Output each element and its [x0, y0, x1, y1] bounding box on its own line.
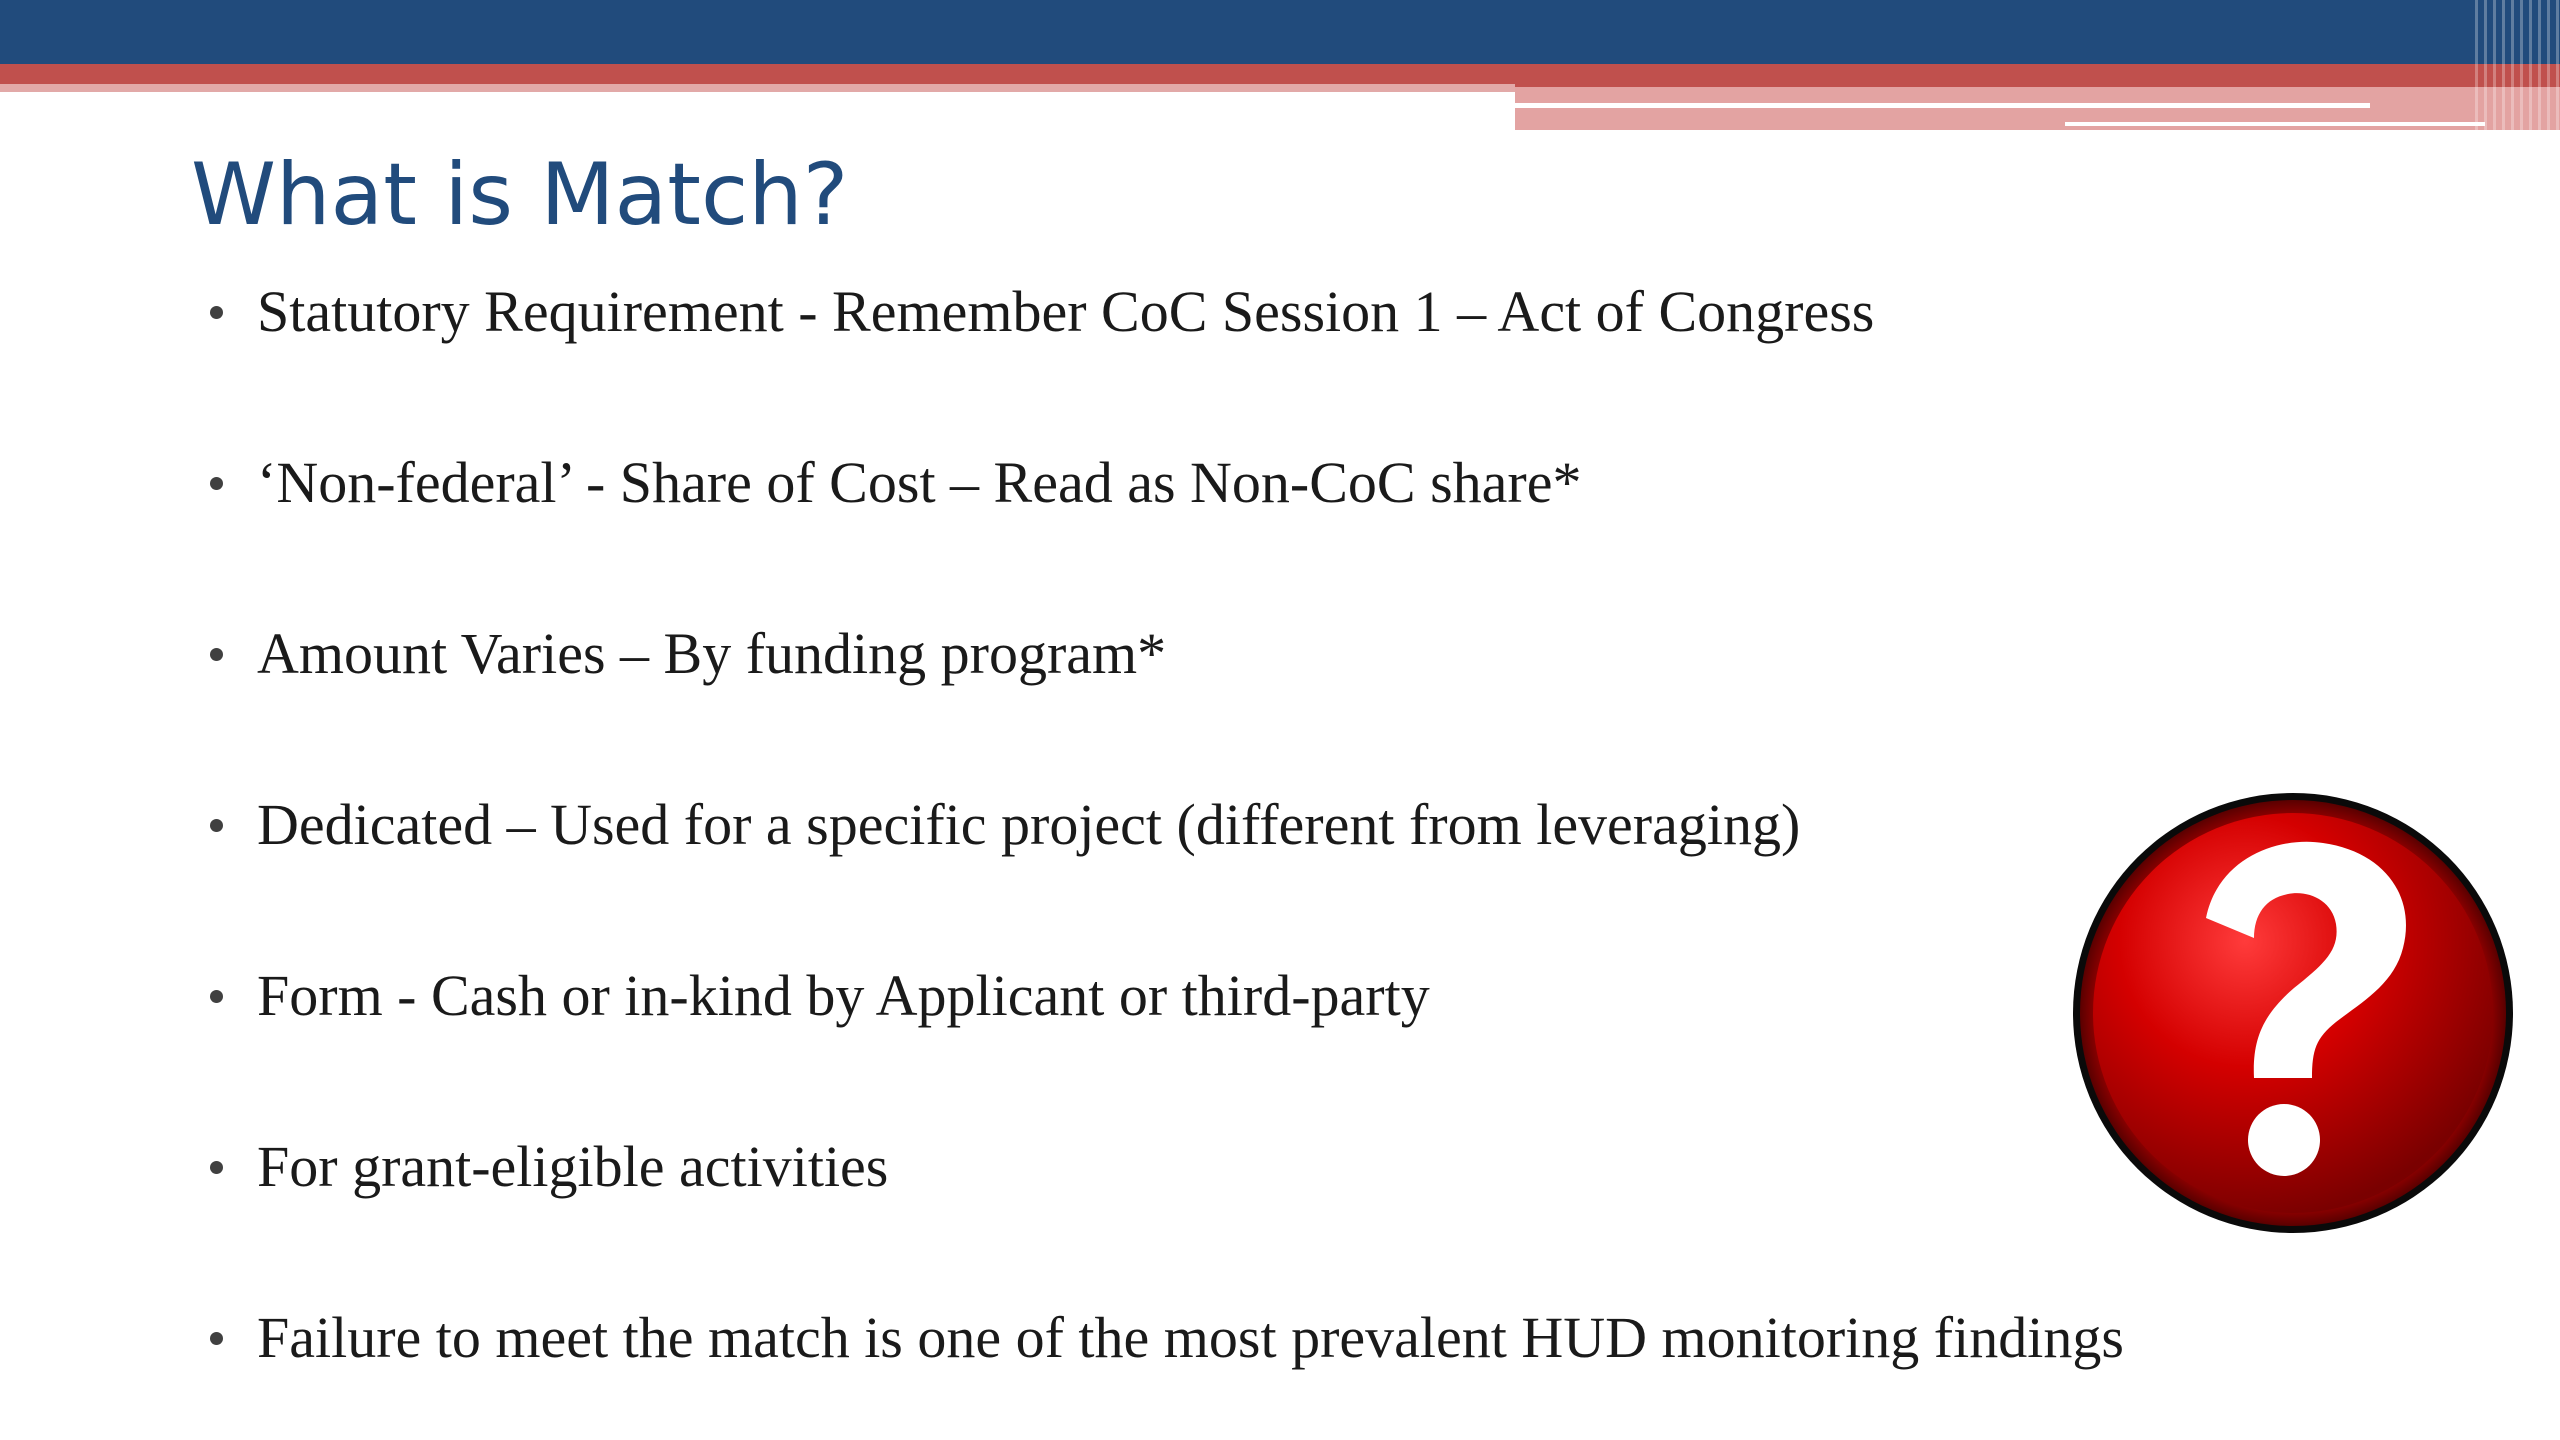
list-item [210, 1127, 888, 1207]
list-item [210, 443, 1581, 523]
bullet-text: For grant-eligible activities [257, 1134, 889, 1199]
bullet-text: Statutory Requirement - Remember CoC Session 1 – Act of Congress [257, 279, 1875, 344]
bullet-icon [210, 306, 223, 319]
bullet-text: Amount Varies – By funding program* [257, 621, 1167, 686]
bullet-icon [210, 1161, 223, 1174]
bullet-text: Form - Cash or in-kind by Applicant or third-party [257, 963, 1430, 1028]
list-item [210, 1298, 2124, 1378]
bullet-text: Dedicated – Used for a specific project (different from leveraging) [257, 792, 1801, 857]
question-mark-icon [2068, 788, 2518, 1238]
list-item [210, 956, 1430, 1036]
list-item [210, 785, 1800, 865]
header-stripes [2475, 0, 2560, 130]
header-white-line [1515, 103, 2370, 108]
bullet-icon [210, 990, 223, 1003]
bullet-text: ‘Non-federal’ - Share of Cost – Read as Non-CoC share* [257, 450, 1582, 515]
bullet-text: Failure to meet the match is one of the most prevalent HUD monitoring findings [257, 1305, 2124, 1370]
bullet-icon [210, 819, 223, 832]
header-blue-bar [0, 0, 2560, 64]
bullet-icon [210, 1332, 223, 1345]
list-item [210, 272, 1874, 352]
header-red-fade-bar [0, 84, 1515, 92]
bullet-icon [210, 648, 223, 661]
list-item [210, 614, 1166, 694]
bullet-icon [210, 477, 223, 490]
header-white-line-short [2065, 122, 2485, 126]
slide-title: What is Match? [191, 145, 849, 245]
